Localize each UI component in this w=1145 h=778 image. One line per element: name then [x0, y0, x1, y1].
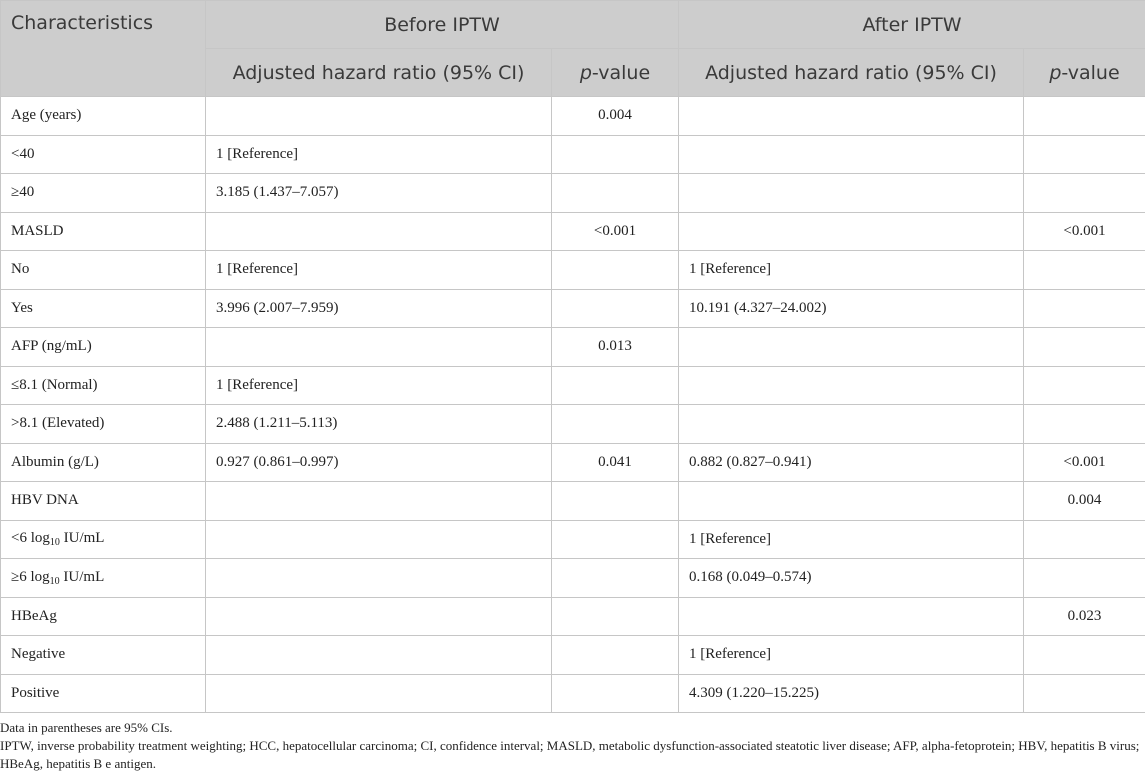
after-hr-cell: 4.309 (1.220–15.225)	[679, 674, 1024, 713]
after-p-cell	[1024, 97, 1145, 136]
footnote-ci: Data in parentheses are 95% CIs.	[0, 720, 173, 735]
before-p-cell	[552, 289, 679, 328]
before-p-cell: <0.001	[552, 212, 679, 251]
after-p-cell: <0.001	[1024, 212, 1145, 251]
before-p-cell: 0.004	[552, 97, 679, 136]
table-row	[1, 366, 1145, 405]
before-p-cell	[552, 482, 679, 521]
before-hr-cell: 1 [Reference]	[206, 366, 552, 405]
header-before-ahr: Adjusted hazard ratio (95% CI)	[206, 49, 552, 97]
table-row	[1, 135, 1145, 174]
before-p-cell: 0.041	[552, 443, 679, 482]
after-p-cell	[1024, 366, 1145, 405]
before-hr-cell	[206, 482, 552, 521]
row-label: <6 $\log_{10} IU/mL$	[1, 520, 206, 559]
before-hr-cell	[206, 328, 552, 367]
before-p-cell	[552, 366, 679, 405]
header-after-pvalue: p-value	[1024, 49, 1145, 97]
after-hr-cell: 1 [Reference]	[679, 636, 1024, 675]
header-before-pvalue: p-value	[552, 49, 679, 97]
table-row	[1, 405, 1145, 444]
before-hr-cell: 3.185 (1.437–7.057)	[206, 174, 552, 213]
table-row	[1, 674, 1145, 713]
after-hr-cell	[679, 135, 1024, 174]
after-p-cell	[1024, 289, 1145, 328]
row-label: Albumin (g/L)	[1, 443, 206, 482]
row-label: MASLD	[1, 212, 206, 251]
footnote-abbreviations: IPTW, inverse probability treatment weighting; HCC, hepatocellular carcinoma; CI, confidence interval; MASLD, metabolic dysfunction-associated steatotic liver disease; AFP, alpha-fetoprotein; HBV, hepatitis B virus; HBeAg, hepatitis B e antigen.	[0, 738, 1140, 771]
before-hr-cell: 0.927 (0.861–0.997)	[206, 443, 552, 482]
header-row-groups	[1, 1, 1145, 49]
before-hr-cell: 1 [Reference]	[206, 135, 552, 174]
after-p-cell: 0.004	[1024, 482, 1145, 521]
after-hr-cell	[679, 405, 1024, 444]
before-p-cell	[552, 520, 679, 559]
before-hr-cell: 2.488 (1.211–5.113)	[206, 405, 552, 444]
row-label: Negative	[1, 636, 206, 675]
before-p-cell	[552, 597, 679, 636]
table-row	[1, 520, 1145, 559]
row-label: No	[1, 251, 206, 290]
before-p-cell	[552, 405, 679, 444]
header-after-iptw: After IPTW	[679, 1, 1145, 49]
row-label: HBV DNA	[1, 482, 206, 521]
before-p-cell	[552, 251, 679, 290]
table-row	[1, 251, 1145, 290]
row-label: <40	[1, 135, 206, 174]
table-row	[1, 212, 1145, 251]
after-p-cell	[1024, 674, 1145, 713]
row-label: Positive	[1, 674, 206, 713]
before-hr-cell	[206, 97, 552, 136]
before-hr-cell: 3.996 (2.007–7.959)	[206, 289, 552, 328]
row-label: ≥40	[1, 174, 206, 213]
table-row	[1, 597, 1145, 636]
after-hr-cell	[679, 328, 1024, 367]
row-label: AFP (ng/mL)	[1, 328, 206, 367]
after-hr-cell: 0.168 (0.049–0.574)	[679, 559, 1024, 598]
after-p-cell	[1024, 251, 1145, 290]
header-before-iptw: Before IPTW	[206, 1, 679, 49]
row-label: HBeAg	[1, 597, 206, 636]
after-p-cell	[1024, 135, 1145, 174]
after-hr-cell	[679, 174, 1024, 213]
after-p-cell	[1024, 520, 1145, 559]
after-p-cell	[1024, 328, 1145, 367]
after-hr-cell	[679, 366, 1024, 405]
table-row	[1, 559, 1145, 598]
row-label: Age (years)	[1, 97, 206, 136]
before-hr-cell	[206, 212, 552, 251]
after-hr-cell: 10.191 (4.327–24.002)	[679, 289, 1024, 328]
table-row	[1, 328, 1145, 367]
after-p-cell: 0.023	[1024, 597, 1145, 636]
before-hr-cell	[206, 559, 552, 598]
table-footnotes	[0, 719, 1140, 773]
after-p-cell	[1024, 636, 1145, 675]
after-hr-cell	[679, 597, 1024, 636]
table-row	[1, 443, 1145, 482]
header-after-ahr: Adjusted hazard ratio (95% CI)	[679, 49, 1024, 97]
before-hr-cell	[206, 636, 552, 675]
after-hr-cell	[679, 212, 1024, 251]
table-row	[1, 97, 1145, 136]
before-hr-cell	[206, 674, 552, 713]
before-p-cell	[552, 135, 679, 174]
after-p-cell	[1024, 405, 1145, 444]
after-hr-cell: 1 [Reference]	[679, 520, 1024, 559]
table-row	[1, 289, 1145, 328]
header-characteristics: Characteristics	[1, 1, 206, 97]
before-hr-cell	[206, 520, 552, 559]
before-p-cell: 0.013	[552, 328, 679, 367]
after-hr-cell	[679, 482, 1024, 521]
before-p-cell	[552, 636, 679, 675]
row-label: ≤8.1 (Normal)	[1, 366, 206, 405]
before-p-cell	[552, 674, 679, 713]
table-row	[1, 636, 1145, 675]
row-label: Yes	[1, 289, 206, 328]
before-p-cell	[552, 559, 679, 598]
after-hr-cell	[679, 97, 1024, 136]
before-hr-cell: 1 [Reference]	[206, 251, 552, 290]
after-p-cell	[1024, 559, 1145, 598]
before-hr-cell	[206, 597, 552, 636]
after-hr-cell: 1 [Reference]	[679, 251, 1024, 290]
row-label: >8.1 (Elevated)	[1, 405, 206, 444]
after-hr-cell: 0.882 (0.827–0.941)	[679, 443, 1024, 482]
after-p-cell	[1024, 174, 1145, 213]
after-p-cell: <0.001	[1024, 443, 1145, 482]
row-label: ≥6 $\log_{10} IU/mL$	[1, 559, 206, 598]
table-row	[1, 174, 1145, 213]
before-p-cell	[552, 174, 679, 213]
table-row	[1, 482, 1145, 521]
